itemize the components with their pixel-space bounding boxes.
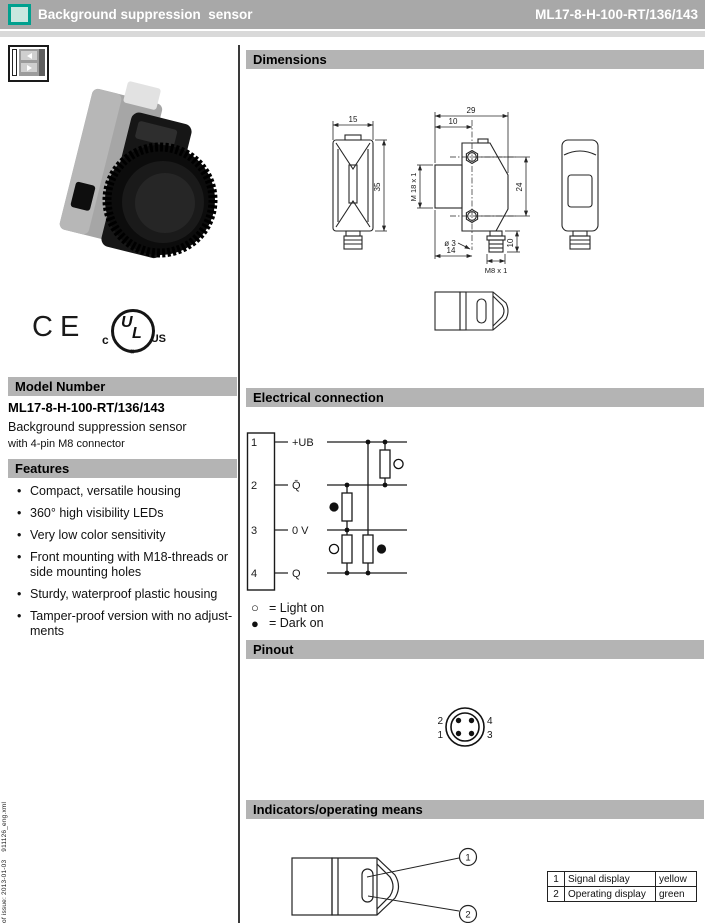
terminal-box [248, 433, 275, 590]
dim-label-depth: 29 [466, 106, 476, 115]
dim-label-connector-height: 10 [506, 238, 515, 248]
feature-text: 360° high visibility LEDs [30, 506, 164, 520]
leader-lines [367, 858, 459, 911]
pinout-label-1: 1 [437, 730, 443, 741]
section-header-dimensions: Dimensions [246, 50, 704, 69]
ul-mark [104, 309, 164, 363]
indicator-number: 2 [548, 887, 565, 902]
section-header-pinout: Pinout [246, 640, 704, 659]
header-substrip [0, 31, 705, 37]
dim-label-hole-spacing: 24 [515, 182, 524, 192]
pin-label-qbar: Q̄ [292, 480, 301, 492]
indicator-color: yellow [656, 872, 697, 887]
indicator-number: 1 [548, 872, 565, 887]
ul-registered-symbol: ® [130, 350, 135, 356]
dim-label-connector-thread: M8 x 1 [484, 266, 508, 275]
pin-stubs [275, 442, 289, 573]
bullet-icon: • [17, 506, 22, 520]
dimensions-drawing [300, 103, 705, 343]
sensor-back [292, 858, 332, 915]
pinout-label-3: 3 [487, 730, 493, 741]
dim-label-thread-front: M 18 x 1 [409, 172, 418, 202]
legend-symbol-icon: ○ [251, 600, 259, 616]
indicators-drawing [282, 838, 482, 923]
bullet-icon: • [17, 528, 22, 542]
bullet-icon: • [17, 587, 22, 601]
front-view [333, 135, 373, 249]
electrical-diagram [245, 423, 415, 600]
model-sub-description: with 4-pin M8 connector [8, 438, 125, 450]
indicators-table-row [548, 887, 697, 902]
pin-label-0v: 0 V [292, 525, 309, 537]
feature-item [8, 506, 241, 521]
dim-label-front-width: 15 [348, 115, 358, 124]
pin-label-q: Q [292, 568, 301, 580]
pinout-label-4: 4 [487, 716, 493, 727]
pin-label-ub: +UB [292, 437, 314, 449]
pictogram-target-bar [12, 49, 17, 76]
bullet-icon: • [17, 484, 22, 498]
legend-text: = Dark on [269, 616, 324, 631]
bottom-view [435, 292, 508, 330]
rear-view [562, 140, 598, 249]
indicators-table [547, 871, 697, 902]
feature-text: Tamper-proof version with no adjust-ments [30, 609, 233, 638]
dim-label-front-height: 35 [373, 182, 382, 192]
dimension-labels [349, 106, 524, 275]
model-number: ML17-8-H-100-RT/136/143 [8, 400, 165, 415]
section-header-model-number: Model Number [8, 377, 237, 396]
feature-item [8, 550, 241, 580]
model-description: Background suppression sensor [8, 420, 187, 434]
side-view [435, 139, 508, 252]
dim-label-bottom-offset: 14 [446, 246, 456, 255]
feature-item [8, 484, 241, 499]
ul-letter-l: L [132, 325, 142, 342]
beam-left-arrow-icon [21, 51, 37, 60]
feature-item [8, 609, 241, 639]
feature-text: Sturdy, waterproof plastic housing [30, 587, 218, 601]
ul-c-label: c [102, 333, 109, 347]
legend-symbol-icon: ● [251, 615, 259, 631]
beam-right-arrow-icon [21, 63, 37, 72]
pin-number-2: 2 [251, 480, 258, 492]
bullet-icon: • [17, 550, 22, 564]
indicators-table-row [548, 872, 697, 887]
feature-item [8, 528, 241, 543]
ul-us-label: US [150, 333, 166, 345]
header-bar [0, 0, 705, 29]
side-note: of issue: 2013-01-03 911126_eng.xml [1, 801, 8, 923]
light-on-symbol [329, 544, 338, 553]
pinout-label-2: 2 [437, 716, 443, 727]
feature-text: Very low color sensitivity [30, 528, 166, 542]
page-title: Background suppression sensor [38, 7, 253, 22]
part-number-header: ML17-8-H-100-RT/136/143 [535, 7, 698, 22]
electrical-legend [251, 600, 324, 631]
dim-label-hole-diameter: ø 3 [444, 239, 456, 248]
ul-letter-u: U [121, 314, 133, 331]
legend-text: = Light on [269, 600, 325, 615]
feature-text: Front mounting with M18-threads or side mounting holes [30, 550, 229, 579]
feature-text: Compact, versatile housing [30, 484, 181, 498]
light-on-symbol [394, 459, 403, 468]
ce-mark: CE [32, 311, 87, 343]
pin-number-4: 4 [251, 568, 258, 580]
indicator-color: green [656, 887, 697, 902]
pin-number-1: 1 [251, 437, 258, 449]
indicator-name: Operating display [565, 887, 656, 902]
pin-texts [251, 437, 314, 580]
section-header-indicators: Indicators/operating means [246, 800, 704, 819]
dim-label-front-offset: 10 [448, 117, 458, 126]
dark-on-symbol [329, 502, 338, 511]
legend-row [251, 616, 324, 632]
section-header-electrical: Electrical connection [246, 388, 704, 407]
legend-row [251, 600, 324, 616]
sensor-body [332, 858, 399, 915]
brand-square-icon [8, 4, 31, 25]
dark-on-symbol [377, 544, 386, 553]
bullet-icon: • [17, 609, 22, 623]
pin-number-3: 3 [251, 525, 258, 537]
section-header-features: Features [8, 459, 237, 478]
product-photo [22, 72, 222, 277]
features-list [8, 484, 241, 646]
feature-item [8, 587, 241, 602]
connector-pins [456, 718, 474, 736]
led-window [362, 869, 373, 902]
connector-inner-ring [451, 713, 479, 741]
indicator-name: Signal display [565, 872, 656, 887]
pinout-diagram [428, 699, 503, 755]
callout-label-1: 1 [465, 852, 471, 864]
callout-label-2: 2 [465, 909, 471, 921]
